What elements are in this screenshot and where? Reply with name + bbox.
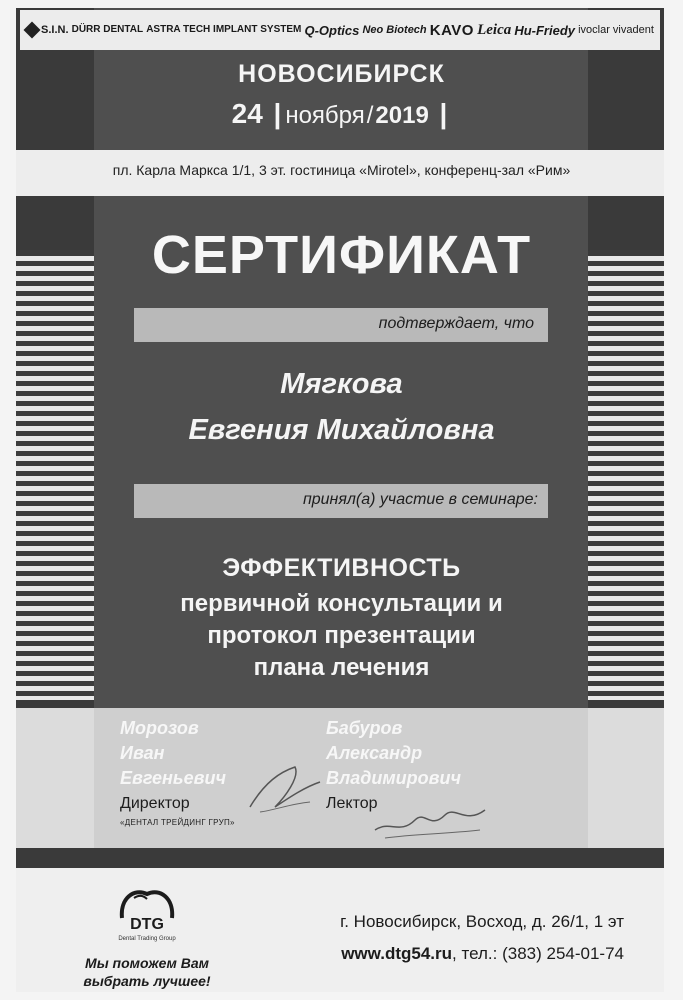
lecturer-surname: Бабуров [326, 718, 403, 738]
recipient-given-names: Евгения Михайловна [188, 414, 495, 446]
event-address: пл. Карла Маркса 1/1, 3 эт. гостиница «Mirotel», конференц-зал «Рим» [112, 162, 571, 178]
date-separator: | [273, 98, 282, 129]
seminar-title-line-2: первичной консультации и [180, 590, 503, 617]
event-city: НОВОСИБИРСК [238, 60, 445, 88]
confirm-text: подтверждает, что [378, 315, 534, 332]
footer-address: г. Новосибирск, Восход, д. 26/1, 1 эт [340, 912, 624, 931]
dtg-logo-text: DTG [130, 916, 164, 933]
seminar-title-line-4: плана лечения [253, 654, 430, 681]
seminar-title-line-1: ЭФФЕКТИВНОСТЬ [222, 554, 461, 582]
neo-biotech-logo: Neo Biotech [362, 23, 427, 36]
q-optics-logo: Q-Optics [304, 22, 360, 38]
durr-dental-logo: DÜRR DENTAL [71, 24, 144, 35]
director-surname: Морозов [120, 718, 199, 738]
footer-website[interactable]: www.dtg54.ru [341, 944, 453, 963]
director-organization: «ДЕНТАЛ ТРЕЙДИНГ ГРУП» [120, 818, 235, 827]
sponsor-logos [20, 10, 660, 50]
sin-logo: S.I.N. [26, 24, 69, 36]
ivoclar-vivadent-logo: ivoclar vivadent [578, 23, 654, 36]
footer-phone[interactable]: (383) 254-01-74 [502, 944, 624, 963]
phone-label: , тел.: [452, 944, 498, 963]
astra-tech-logo: ASTRA TECH IMPLANT SYSTEM [146, 24, 302, 35]
event-month: ноября [285, 102, 365, 129]
director-role: Директор [120, 795, 190, 812]
footer-contacts [240, 944, 624, 964]
slogan-line-2: выбрать лучшее! [83, 973, 211, 989]
slogan-line-1: Мы поможем Вам [85, 955, 209, 971]
dtg-logo-subtitle: Dental Trading Group [118, 936, 176, 942]
event-year: 2019 [375, 102, 429, 129]
lecturer-first-name: Александр [326, 743, 423, 763]
footer-slogan [62, 954, 232, 990]
lecturer-name [326, 716, 461, 791]
director-first-name: Иван [120, 743, 165, 763]
director-patronymic: Евгеньевич [120, 768, 226, 788]
lecturer-role: Лектор [326, 795, 378, 812]
director-name [120, 716, 226, 791]
event-date [0, 98, 683, 130]
lecturer-patronymic: Владимирович [326, 768, 461, 788]
date-separator: | [439, 98, 448, 129]
hu-friedy-logo: Hu-Friedy [514, 22, 575, 38]
leica-logo: Leica [477, 21, 512, 38]
participation-text: принял(а) участие в семинаре: [302, 491, 538, 508]
date-separator: / [366, 102, 374, 129]
certificate-title: СЕРТИФИКАТ [151, 225, 532, 285]
sin-diamond-icon [24, 22, 41, 39]
kavo-logo: KAVO [429, 21, 474, 39]
seminar-title-line-3: протокол презентации [207, 622, 476, 649]
event-day: 24 [231, 98, 263, 129]
recipient-surname: Мягкова [280, 368, 403, 400]
